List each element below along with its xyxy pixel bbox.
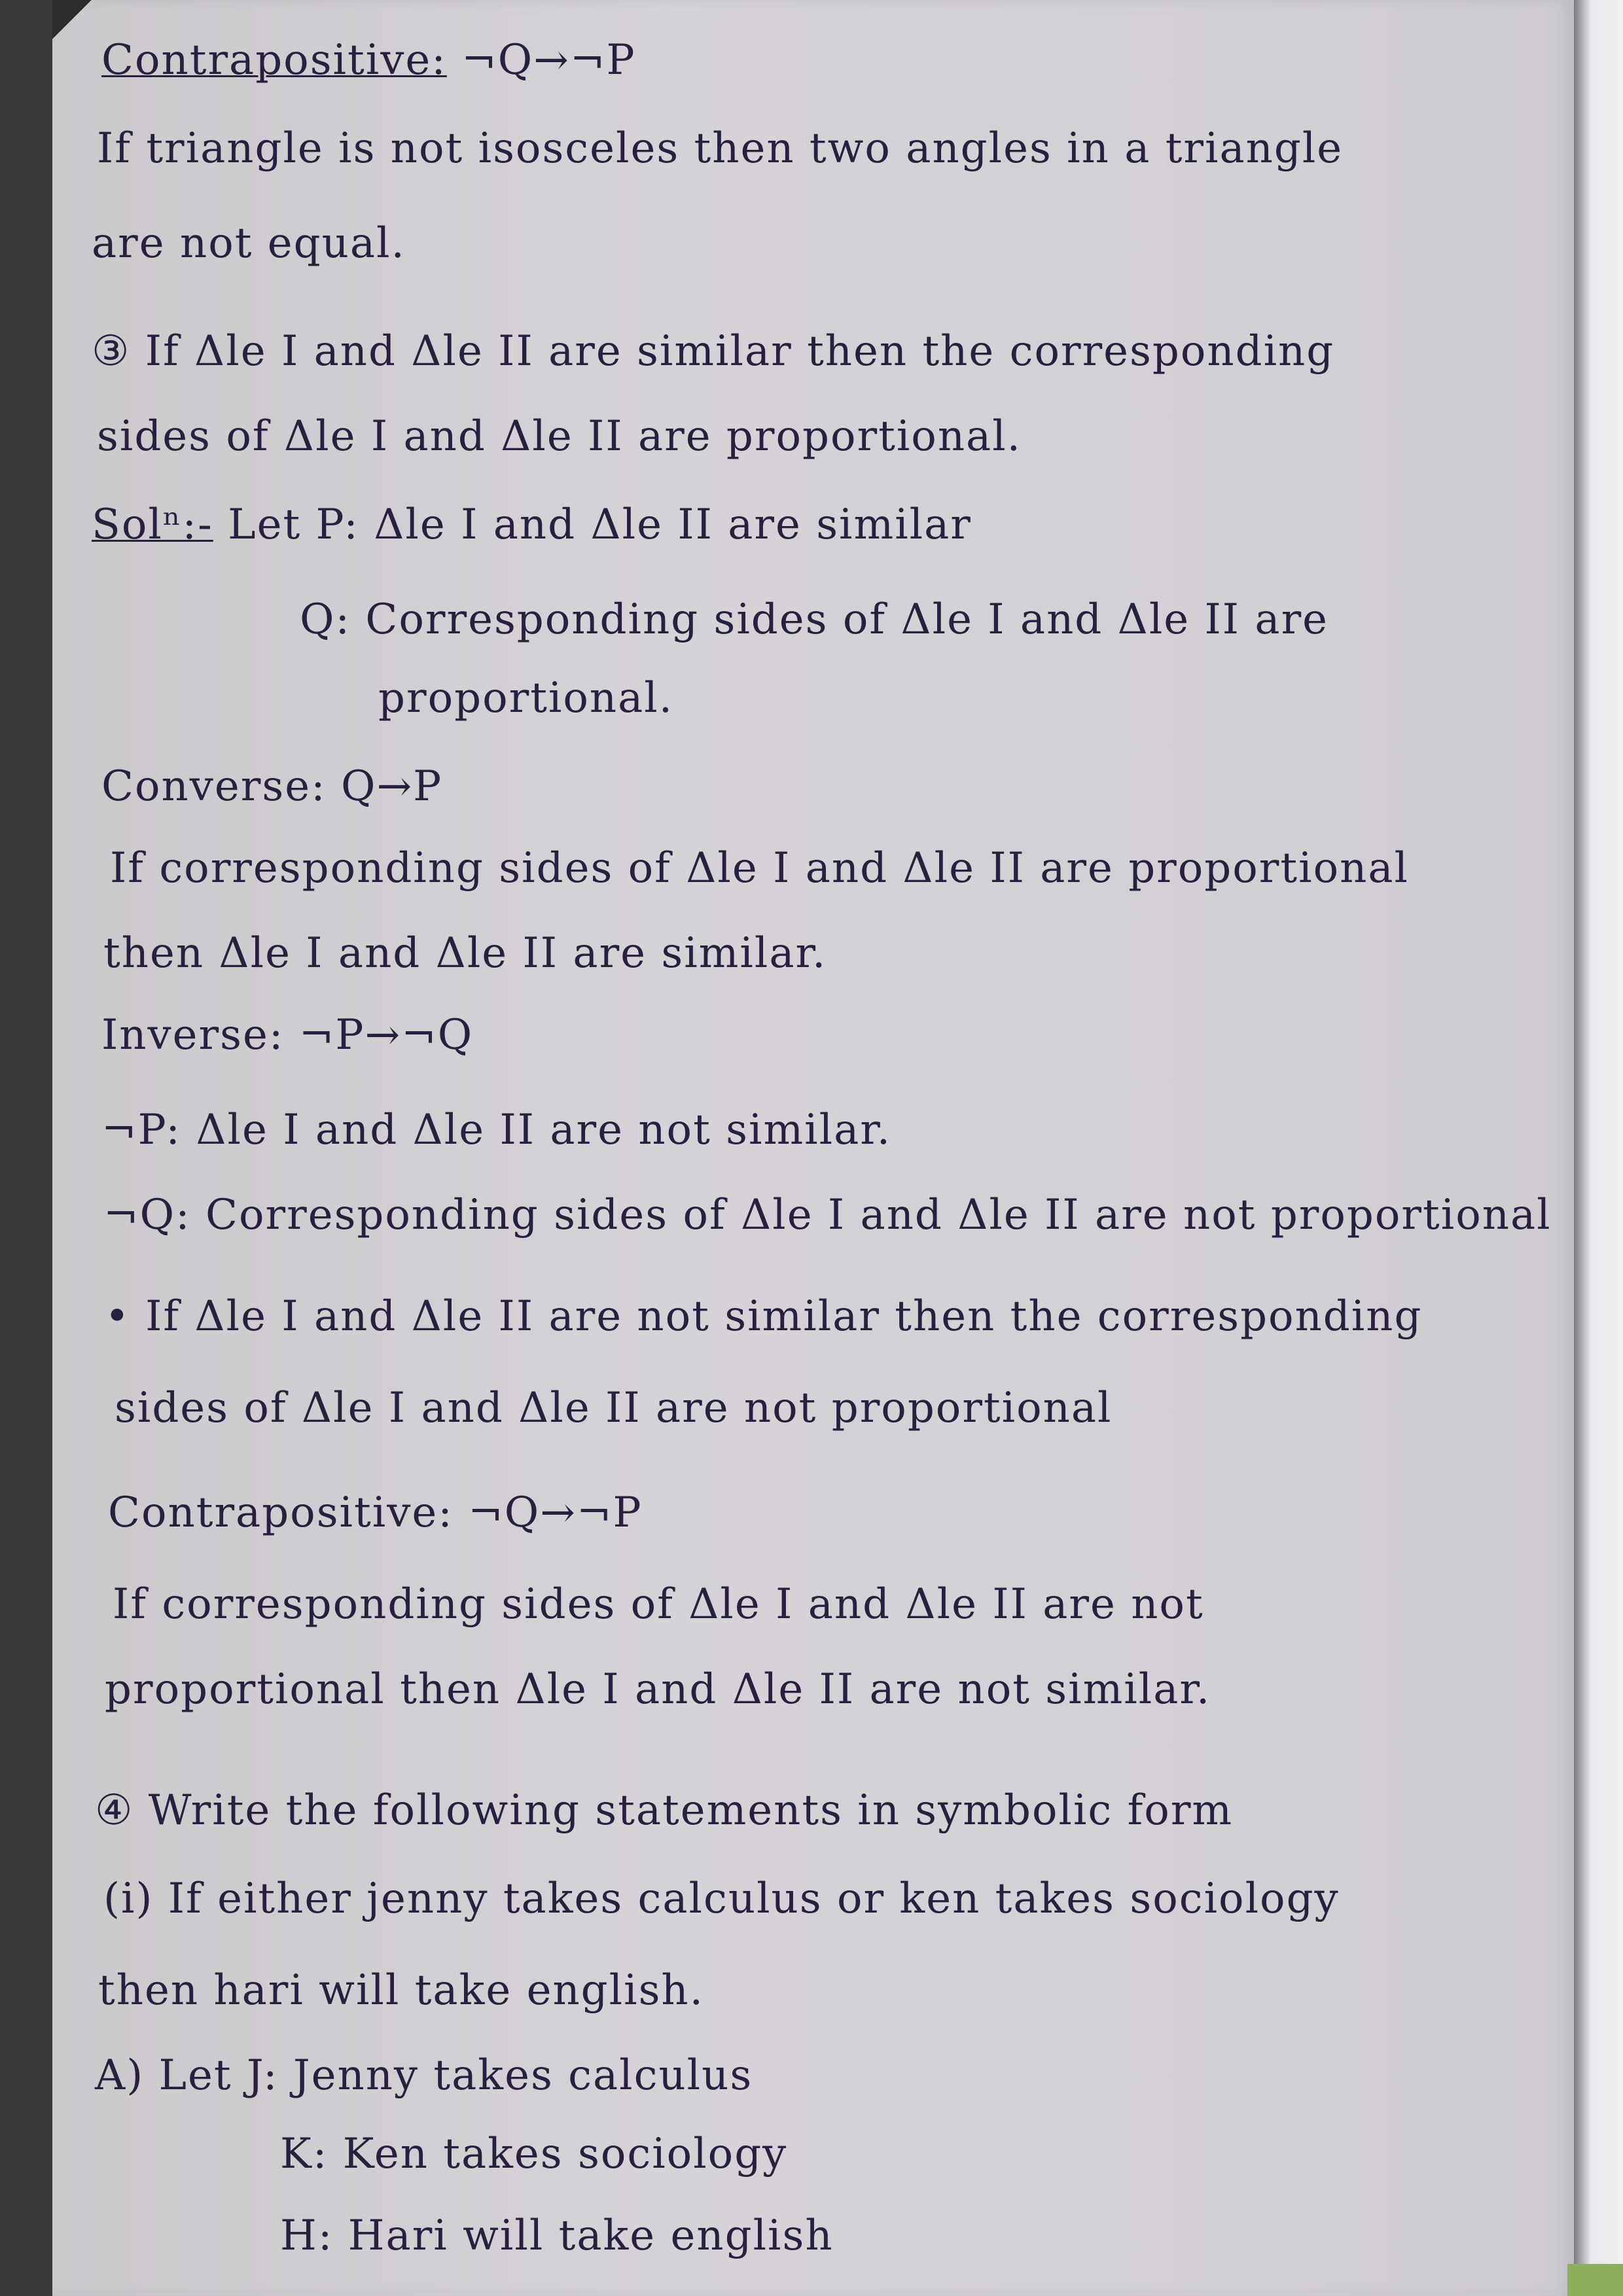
note-line: If corresponding sides of Δle I and Δle II are proportional (110, 844, 1409, 892)
note-line: are not equal. (92, 219, 406, 268)
note-line: then Δle I and Δle II are similar. (103, 929, 827, 978)
inverse-heading: Inverse: ¬P→¬Q (101, 1011, 474, 1059)
note-line: proportional. (378, 674, 674, 722)
note-line: • If Δle I and Δle II are not similar then the corresponding (105, 1292, 1423, 1341)
note-line: If corresponding sides of Δle I and Δle II are not (113, 1580, 1204, 1629)
note-line: H: Hari will take english (280, 2212, 834, 2260)
answer-line: A) Let J: Jenny takes calculus (95, 2051, 753, 2100)
note-line: sides of Δle I and Δle II are proportional. (97, 412, 1022, 461)
page-corner-fold (52, 0, 92, 39)
solution-line: Solⁿ:- Let P: Δle I and Δle II are similar (92, 501, 972, 549)
question-3: ③ If Δle I and Δle II are similar then the corresponding (92, 327, 1335, 376)
note-line: ¬P: Δle I and Δle II are not similar. (101, 1106, 892, 1154)
note-line: ¬Q: Corresponding sides of Δle I and Δle II are not proportional (103, 1191, 1552, 1239)
question-4: ④ Write the following statements in symbolic form (95, 1786, 1234, 1835)
note-line: Q: Corresponding sides of Δle I and Δle II are (300, 595, 1329, 644)
note-line: then hari will take english. (98, 1966, 704, 2015)
page-edge (1574, 0, 1623, 2296)
note-line: If triangle is not isosceles then two angles in a triangle (97, 124, 1344, 173)
note-line: (i) If either jenny takes calculus or ken takes sociology (103, 1875, 1340, 1923)
note-line: K: Ken takes sociology (280, 2130, 788, 2178)
background-surface (1567, 2264, 1623, 2296)
converse-heading: Converse: Q→P (101, 762, 443, 811)
note-line: sides of Δle I and Δle II are not proportional (115, 1384, 1113, 1432)
note-line: proportional then Δle I and Δle II are not similar. (105, 1665, 1211, 1714)
contrapositive-heading-1: Contrapositive: ¬Q→¬P (101, 36, 636, 84)
contrapositive-heading-2: Contrapositive: ¬Q→¬P (108, 1489, 643, 1537)
